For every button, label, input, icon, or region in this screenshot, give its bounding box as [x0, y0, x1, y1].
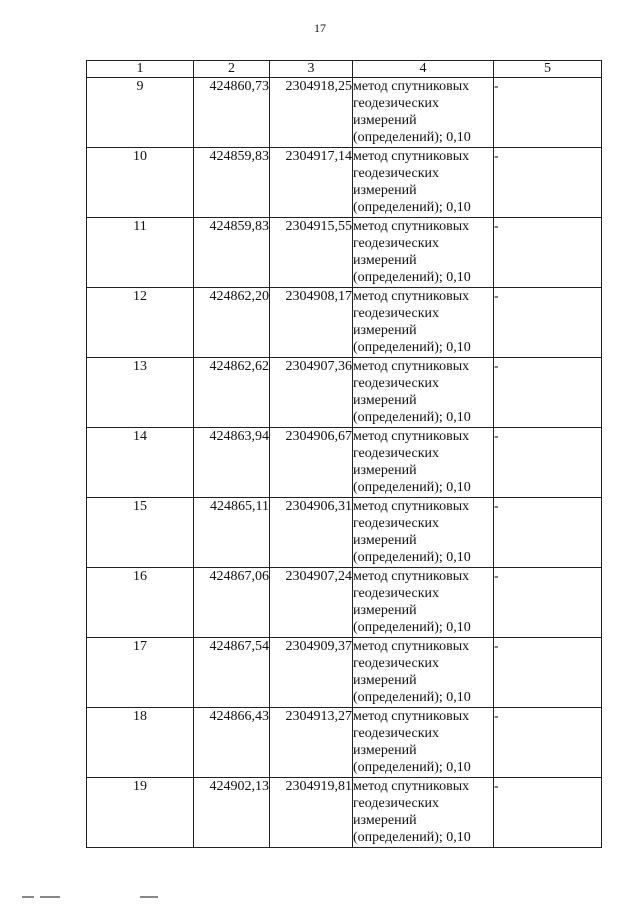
method-line: метод спутниковых: [353, 79, 470, 94]
method-line: метод спутниковых: [353, 709, 470, 724]
method-line: метод спутниковых: [353, 219, 470, 234]
header-col-5: 5: [494, 61, 602, 78]
method-line: измерений: [353, 323, 417, 338]
table-row: [87, 638, 602, 708]
coordinate-x: 424867,06: [194, 568, 270, 638]
note-cell: -: [494, 218, 602, 288]
table-row: [87, 78, 602, 148]
method-line: (определений); 0,10: [353, 550, 471, 565]
coordinate-x: 424867,54: [194, 638, 270, 708]
table-row: [87, 778, 602, 848]
coordinate-x: 424863,94: [194, 428, 270, 498]
method-line: измерений: [353, 813, 417, 828]
table-row: [87, 708, 602, 778]
coordinate-y: 2304907,24: [270, 568, 353, 638]
coordinate-x: 424865,11: [194, 498, 270, 568]
method-line: измерений: [353, 743, 417, 758]
footer-scan-marks: [0, 896, 640, 902]
point-number: 18: [87, 708, 194, 778]
method-line: измерений: [353, 113, 417, 128]
method-line: метод спутниковых: [353, 429, 470, 444]
method-line: измерений: [353, 183, 417, 198]
coordinate-y: 2304917,14: [270, 148, 353, 218]
table-row: [87, 218, 602, 288]
method-cell: [353, 148, 494, 218]
note-cell: -: [494, 428, 602, 498]
method-line: (определений); 0,10: [353, 690, 471, 705]
table-row: [87, 498, 602, 568]
header-col-4: 4: [353, 61, 494, 78]
method-cell: [353, 358, 494, 428]
coordinate-y: 2304919,81: [270, 778, 353, 848]
method-line: геодезических: [353, 726, 440, 741]
method-cell: [353, 428, 494, 498]
method-line: геодезических: [353, 306, 440, 321]
point-number: 10: [87, 148, 194, 218]
note-cell: -: [494, 638, 602, 708]
method-line: измерений: [353, 673, 417, 688]
point-number: 15: [87, 498, 194, 568]
method-line: (определений); 0,10: [353, 130, 471, 145]
method-cell: [353, 638, 494, 708]
scan-mark: [140, 896, 158, 898]
method-line: геодезических: [353, 166, 440, 181]
method-line: метод спутниковых: [353, 779, 470, 794]
note-cell: -: [494, 778, 602, 848]
method-line: метод спутниковых: [353, 569, 470, 584]
method-line: метод спутниковых: [353, 149, 470, 164]
table-body: [87, 78, 602, 848]
method-line: (определений); 0,10: [353, 270, 471, 285]
method-line: (определений); 0,10: [353, 620, 471, 635]
note-cell: -: [494, 148, 602, 218]
coordinate-x: 424902,13: [194, 778, 270, 848]
point-number: 16: [87, 568, 194, 638]
table-row: [87, 568, 602, 638]
method-line: геодезических: [353, 376, 440, 391]
method-line: измерений: [353, 393, 417, 408]
method-line: геодезических: [353, 586, 440, 601]
page-number: 17: [314, 21, 326, 35]
note-cell: -: [494, 78, 602, 148]
point-number: 11: [87, 218, 194, 288]
scan-mark: [40, 896, 60, 898]
method-line: (определений); 0,10: [353, 410, 471, 425]
method-line: измерений: [353, 463, 417, 478]
method-line: (определений); 0,10: [353, 830, 471, 845]
coordinate-x: 424859,83: [194, 148, 270, 218]
method-line: измерений: [353, 253, 417, 268]
note-cell: -: [494, 708, 602, 778]
method-line: метод спутниковых: [353, 359, 470, 374]
coordinates-table: [86, 60, 602, 848]
coordinate-y: 2304907,36: [270, 358, 353, 428]
coordinate-y: 2304913,27: [270, 708, 353, 778]
method-line: метод спутниковых: [353, 639, 470, 654]
coordinate-y: 2304908,17: [270, 288, 353, 358]
method-cell: [353, 708, 494, 778]
point-number: 9: [87, 78, 194, 148]
table-row: [87, 148, 602, 218]
header-col-1: 1: [87, 61, 194, 78]
coordinate-y: 2304918,25: [270, 78, 353, 148]
coordinate-x: 424866,43: [194, 708, 270, 778]
coordinate-x: 424860,73: [194, 78, 270, 148]
coordinate-x: 424862,62: [194, 358, 270, 428]
method-cell: [353, 78, 494, 148]
method-line: метод спутниковых: [353, 499, 470, 514]
point-number: 19: [87, 778, 194, 848]
coordinate-x: 424859,83: [194, 218, 270, 288]
method-cell: [353, 498, 494, 568]
header-col-2: 2: [194, 61, 270, 78]
note-cell: -: [494, 358, 602, 428]
table-row: [87, 428, 602, 498]
coordinate-y: 2304915,55: [270, 218, 353, 288]
method-line: геодезических: [353, 796, 440, 811]
coordinate-y: 2304906,67: [270, 428, 353, 498]
method-line: (определений); 0,10: [353, 340, 471, 355]
method-line: геодезических: [353, 656, 440, 671]
point-number: 12: [87, 288, 194, 358]
method-line: измерений: [353, 603, 417, 618]
coordinate-y: 2304906,31: [270, 498, 353, 568]
method-cell: [353, 288, 494, 358]
note-cell: -: [494, 568, 602, 638]
table-row: [87, 358, 602, 428]
table-row: [87, 288, 602, 358]
note-cell: -: [494, 498, 602, 568]
method-line: геодезических: [353, 446, 440, 461]
method-line: геодезических: [353, 236, 440, 251]
coordinate-x: 424862,20: [194, 288, 270, 358]
method-line: измерений: [353, 533, 417, 548]
method-line: (определений); 0,10: [353, 480, 471, 495]
method-line: геодезических: [353, 96, 440, 111]
note-cell: -: [494, 288, 602, 358]
method-cell: [353, 568, 494, 638]
method-line: (определений); 0,10: [353, 200, 471, 215]
method-line: (определений); 0,10: [353, 760, 471, 775]
table-header: [87, 61, 602, 78]
method-cell: [353, 218, 494, 288]
point-number: 13: [87, 358, 194, 428]
method-line: геодезических: [353, 516, 440, 531]
point-number: 14: [87, 428, 194, 498]
point-number: 17: [87, 638, 194, 708]
coordinate-y: 2304909,37: [270, 638, 353, 708]
method-cell: [353, 778, 494, 848]
header-row: [87, 61, 602, 78]
header-col-3: 3: [270, 61, 353, 78]
method-line: метод спутниковых: [353, 289, 470, 304]
scan-mark: [22, 896, 34, 898]
